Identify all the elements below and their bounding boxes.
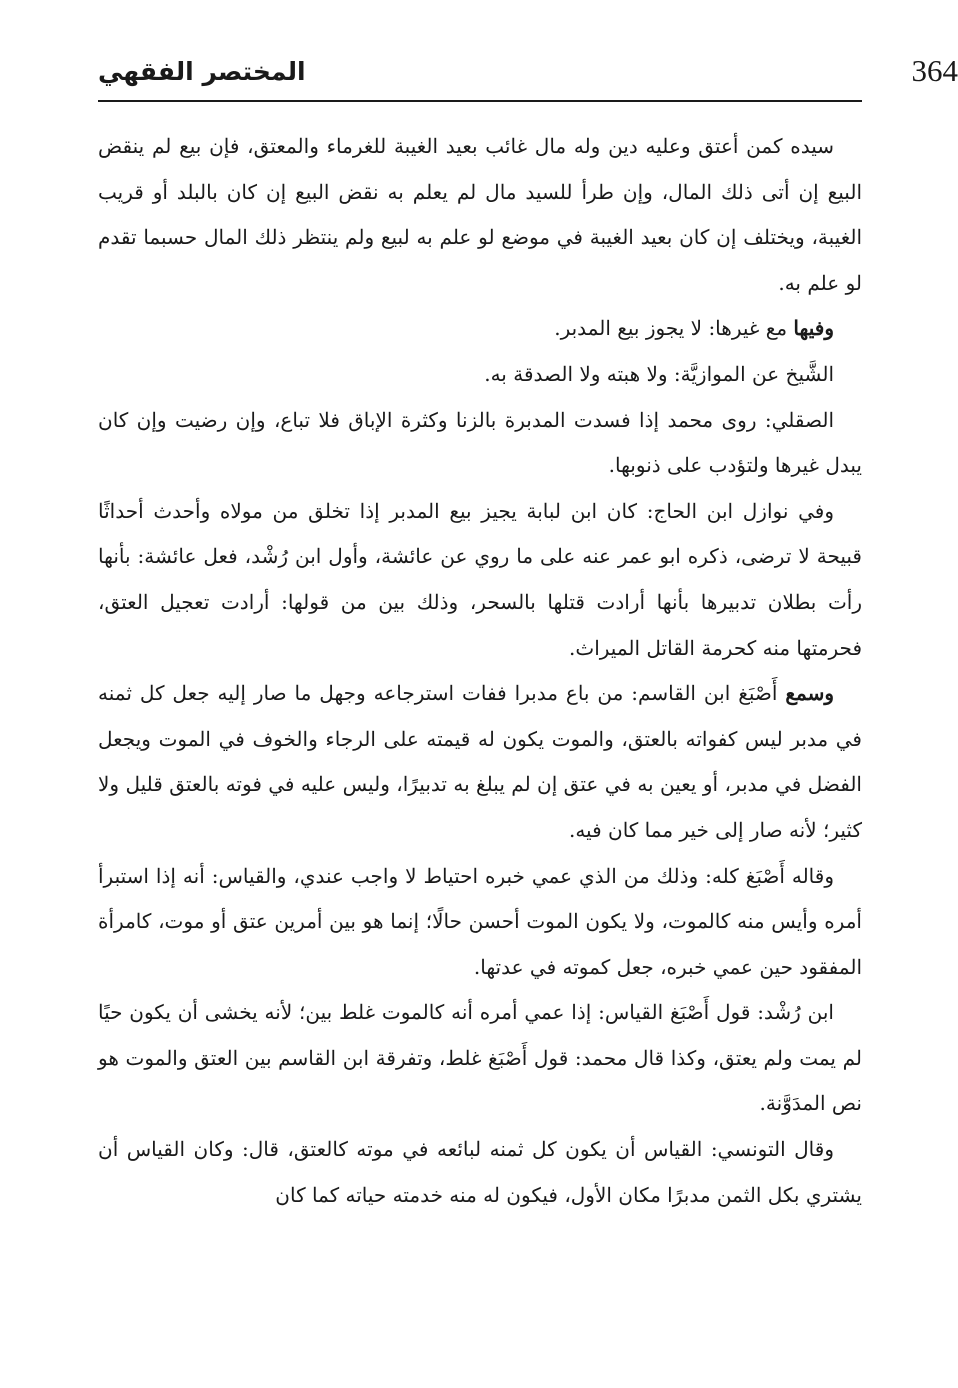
paragraph-text: سيده كمن أعتق وعليه دين وله مال غائب بعيد الغيبة للغرماء والمعتق، فإن بيع لم ينقض البيع إن أتى ذلك المال، وإن طرأ للسيد مال لم يعلم به نقض البيع إن كان بالبلد أو قريب الغيبة، ويختلف إن كان بعيد الغيبة في موضع لو علم به لبيع ولم ينتظر ذلك المال حسبما تقدم لو علم به. bbox=[98, 134, 862, 295]
paragraph bbox=[98, 398, 862, 489]
running-title: المختصر الفقهي bbox=[98, 57, 306, 86]
body-text bbox=[98, 124, 862, 1218]
paragraph bbox=[98, 124, 862, 306]
page-header bbox=[98, 50, 958, 100]
paragraph bbox=[98, 854, 862, 991]
header-rule bbox=[98, 100, 862, 102]
paragraph bbox=[98, 990, 862, 1127]
paragraph-text: ابن رُشْد: قول أَصْبَغ القياس: إذا عمي أمره أنه كالموت غلط بين؛ لأنه يخشى أن يكون حيًا لم يمت ولم يعتق، وكذا قال محمد: قول أَصْبَغ غلط، وتفرقة ابن القاسم بين العتق والموت هو نص المدَوَّنة. bbox=[98, 1000, 862, 1116]
paragraph-text: أَصْبَغ ابن القاسم: من باع مدبرا ففات استرجاعه وجهل ما صار إليه جعل كل ثمنه في مدبر ليس كفواته بالعتق، والموت يكون له قيمته على الرجاء والخوف في الموت ويجعل الفضل في مدبر، أو يعين به في عتق إن لم يبلغ به تدبيرًا، وليس عليه في فوته بالعتق قليل ولا كثير؛ لأنه صار إلى خير مما كان فيه. bbox=[98, 681, 862, 842]
paragraph bbox=[98, 671, 862, 853]
page-number: 364 bbox=[911, 53, 958, 88]
paragraph-text: وقاله أَصْبَغ كله: وذلك من الذي عمي خبره احتياط لا واجب عندي، والقياس: أنه إذا استبرأ أمره وأيس منه كالموت، ولا يكون الموت أحسن حالًا؛ إنما هو بين أمرين عتق أو موت، كامرأة المفقود حين عمي خبره، جعل كموته في عدتها. bbox=[98, 863, 862, 979]
paragraph bbox=[98, 352, 862, 398]
paragraph-text: وفي نوازل ابن الحاج: كان ابن لبابة يجيز بيع المدبر إذا تخلق من مولاه وأحدث أحداثًا قبيحة لا ترضى، ذكره ابو عمر عنه على ما روي عن عائشة، وأول ابن رُشْد، فعل عائشة: بأنها رأت بطلان تدبيرها بأنها أرادت قتلها بالسحر، وذلك بين من قولها: أرادت تعجيل العتق، فحرمتها منه كحرمة القاتل الميراث. bbox=[98, 498, 862, 660]
paragraph bbox=[98, 489, 862, 671]
paragraph-text: مع غيرها: لا يجوز بيع المدبر. bbox=[554, 316, 794, 341]
paragraph-text: وقال التونسي: القياس أن يكون كل ثمنه لبائعه في موته كالعتق، قال: وكان القياس أن يشتري بكل الثمن مدبرًا مكان الأول، فيكون له منه خدمته حياته كما كان bbox=[98, 1137, 862, 1207]
paragraph bbox=[98, 1127, 862, 1218]
paragraph-lead: وسمع bbox=[785, 681, 834, 706]
paragraph-lead: وفيها bbox=[793, 316, 834, 341]
paragraph-text: الشَّيخ عن الموازيَّة: ولا هبته ولا الصدقة به. bbox=[484, 361, 834, 386]
paragraph bbox=[98, 306, 862, 352]
paragraph-text: الصقلي: روى محمد إذا فسدت المدبرة بالزنا وكثرة الإباق فلا تباع، وإن رضيت وإن كان يبدل غيرها ولتؤدب على ذنوبها. bbox=[98, 407, 862, 478]
